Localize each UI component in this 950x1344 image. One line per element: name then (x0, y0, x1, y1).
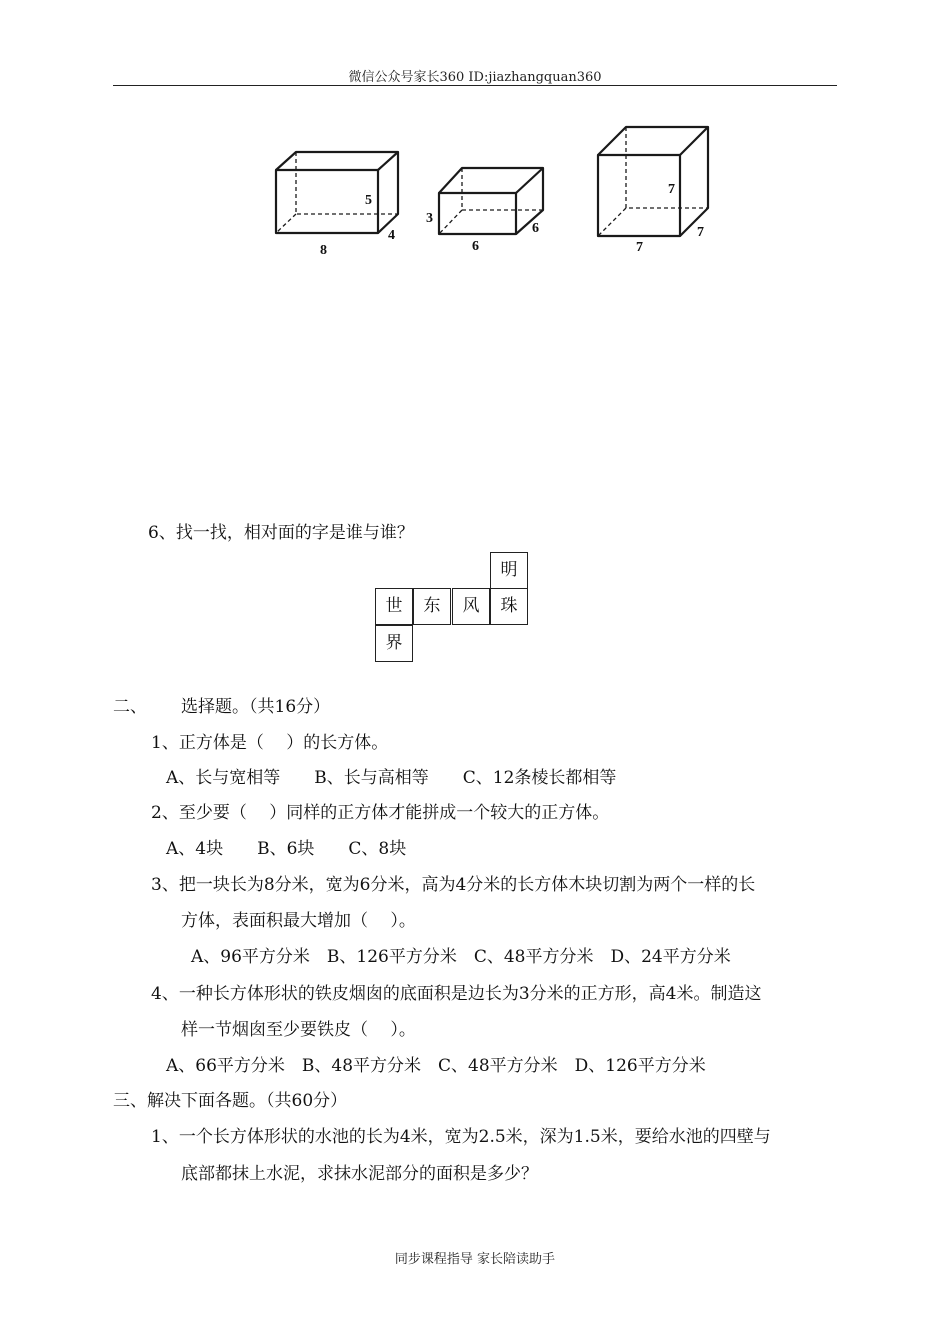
box2-length-label: 6 (472, 239, 479, 254)
box1-width-label: 4 (388, 228, 395, 243)
box1-height-label: 5 (365, 193, 372, 208)
section3-heading: 三、解决下面各题。（共60分） (113, 1091, 348, 1111)
net-cell-jie: 界 (375, 625, 413, 662)
section2-heading: 选择题。（共16分） (181, 697, 331, 717)
s2-q4-line1: 4、一种长方体形状的铁皮烟囱的底面积是边长为3分米的正方形，高4米。制造这 (151, 984, 762, 1004)
s2-q4-line2: 样一节烟囱至少要铁皮（ ）。 (181, 1020, 416, 1040)
s2-q3-line1: 3、把一块长为8分米，宽为6分米，高为4分米的长方体木块切割为两个一样的长 (151, 875, 756, 895)
s2-q3-line2: 方体，表面积最大增加（ ）。 (181, 911, 416, 931)
box2-width-label: 6 (532, 221, 539, 236)
net-cell-shi: 世 (375, 588, 413, 625)
s2-q1-options: A、长与宽相等 B、长与高相等 C、12条棱长都相等 (166, 768, 617, 788)
s2-q1-text: 1、正方体是（ ）的长方体。 (151, 733, 389, 753)
net-cell-zhu: 珠 (490, 588, 528, 625)
section2-number: 二、 (113, 697, 147, 717)
cuboid-figures (0, 0, 950, 300)
s2-q4-options: A、66平方分米 B、48平方分米 C、48平方分米 D、126平方分米 (166, 1056, 706, 1076)
s2-q2-options: A、4块 B、6块 C、8块 (166, 839, 407, 859)
net-cell-feng: 风 (452, 588, 490, 625)
box2-height-label: 3 (426, 211, 433, 226)
page-footer: 同步课程指导 家长陪读助手 (394, 1252, 556, 1267)
net-cell-ming: 明 (490, 552, 528, 589)
box1-length-label: 8 (320, 243, 327, 258)
box3-height-label: 7 (668, 182, 675, 197)
s2-q2-text: 2、至少要（ ）同样的正方体才能拼成一个较大的正方体。 (151, 803, 610, 823)
s3-q1-line1: 1、一个长方体形状的水池的长为4米，宽为2.5米，深为1.5米，要给水池的四壁与 (151, 1127, 771, 1147)
cube-net (375, 552, 529, 667)
page-header: 微信公众号家长360 ID:jiazhangquan360 (348, 70, 602, 85)
cuboid-2 (439, 168, 543, 234)
cuboid-1 (276, 152, 398, 233)
q6-prompt: 6、找一找，相对面的字是谁与谁？ (148, 523, 414, 543)
s2-q3-options: A、96平方分米 B、126平方分米 C、48平方分米 D、24平方分米 (191, 947, 731, 967)
net-cell-dong: 东 (413, 588, 451, 625)
box3-length-label: 7 (636, 240, 643, 255)
s3-q1-line2: 底部都抹上水泥，求抹水泥部分的面积是多少？ (181, 1164, 538, 1184)
box3-width-label: 7 (697, 225, 704, 240)
